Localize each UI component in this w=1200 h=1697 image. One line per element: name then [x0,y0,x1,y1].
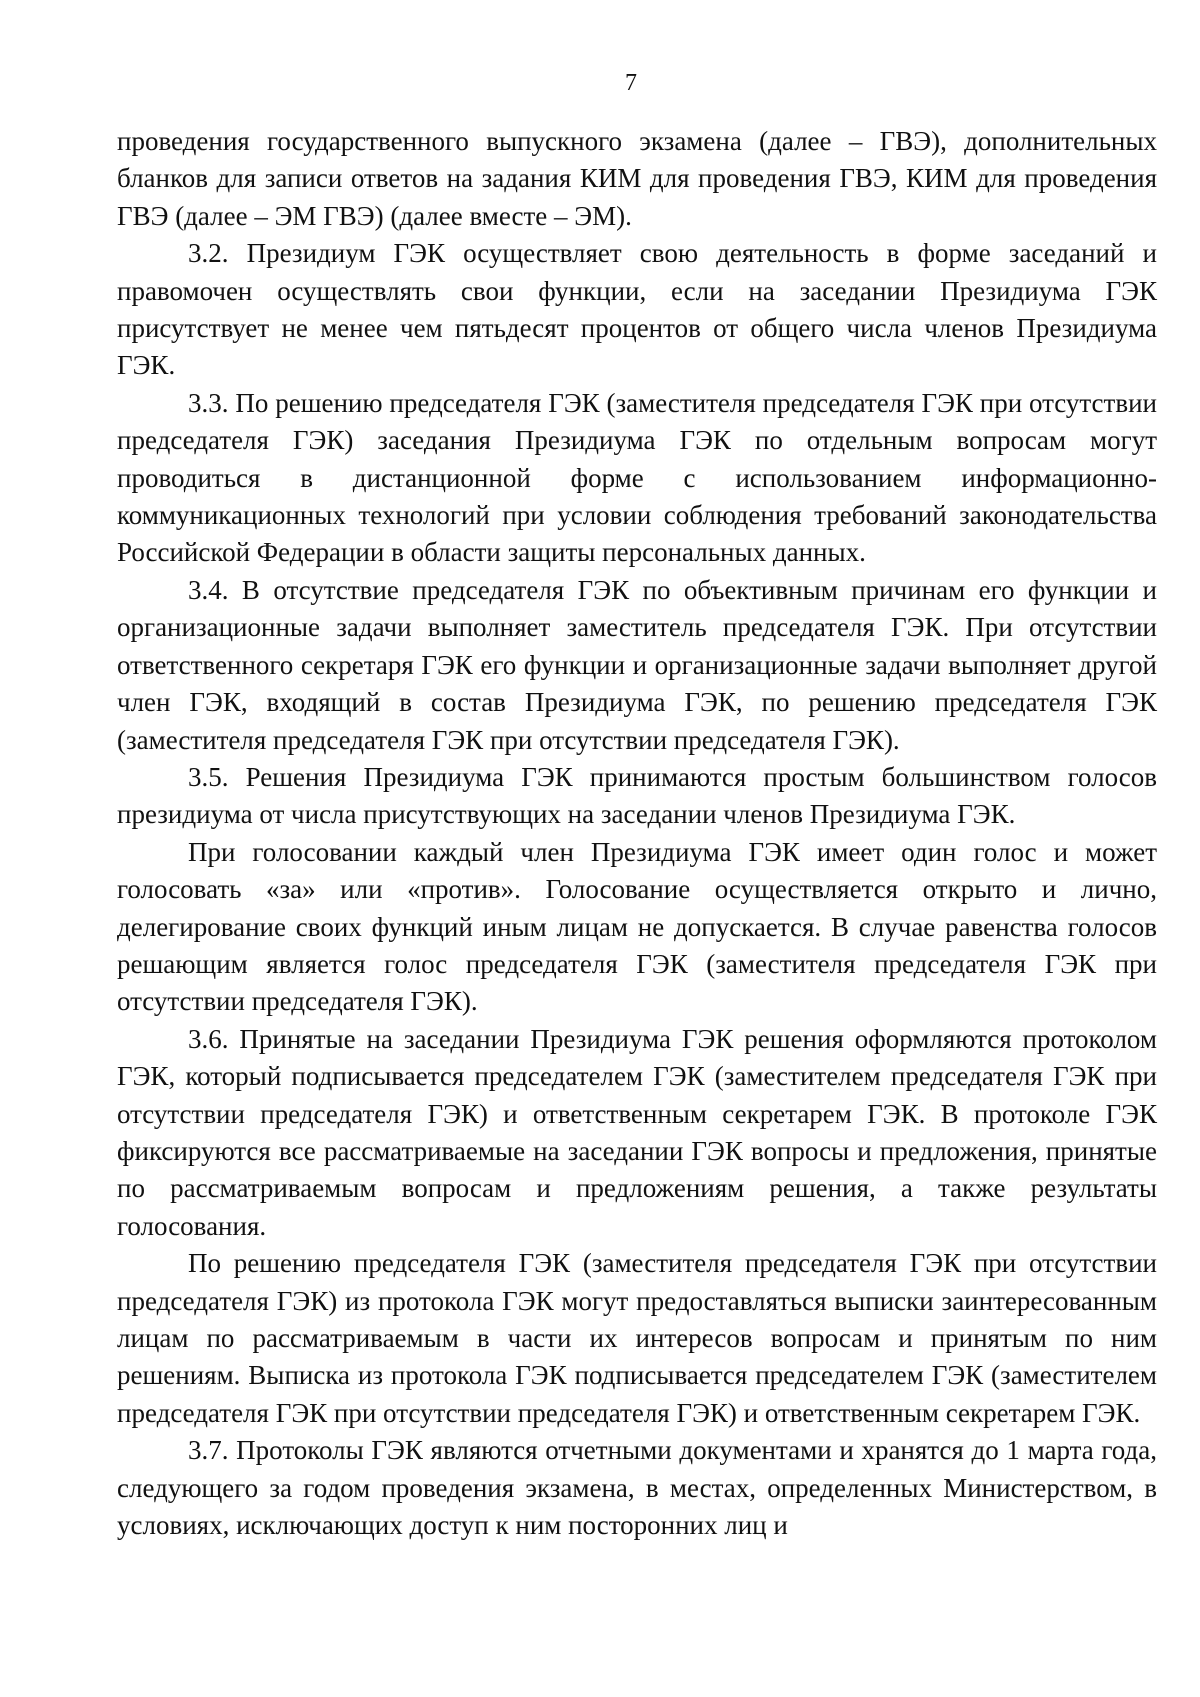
page-number: 7 [625,70,637,96]
paragraph-protocol-extracts: По решению председателя ГЭК (заместителя председателя ГЭК при отсутствии председателя ГЭК) из протокола ГЭК могут предоставляться выписки заинтересованным лицам по рассматриваемым в части их интересов вопросам и принятым по ним решениям. Выписка из протокола ГЭК подписывается председателем ГЭК (заместителем председателя ГЭК при отсутствии председателя ГЭК) и ответственным секретарем ГЭК. [117,1248,1157,1428]
paragraph-3-3: 3.3. По решению председателя ГЭК (заместителя председателя ГЭК при отсутствии председателя ГЭК) заседания Президиума ГЭК по отдельным вопросам могут проводиться в дистанционной форме с использованием информационно-коммуникационных технологий при условии соблюдения требований законодательства Российской Федерации в области защиты персональных данных. [117,387,1157,568]
paragraph-3-2: 3.2. Президиум ГЭК осуществляет свою деятельность в форме заседаний и правомочен осуществлять свои функции, если на заседании Президиума ГЭК присутствует не менее чем пятьдесят процентов от общего числа членов Президиума ГЭК. [117,238,1157,381]
document-body [117,123,1157,1544]
paragraph-3-5: 3.5. Решения Президиума ГЭК принимаются простым большинством голосов президиума от числа присутствующих на заседании членов Президиума ГЭК. [117,761,1157,830]
paragraph-3-4: 3.4. В отсутствие председателя ГЭК по объективным причинам его функции и организационные задачи выполняет заместитель председателя ГЭК. При отсутствии ответственного секретаря ГЭК его функции и организационные задачи выполняет другой член ГЭК, входящий в состав Президиума ГЭК, по решению председателя ГЭК (заместителя председателя ГЭК при отсутствии председателя ГЭК). [117,574,1157,755]
paragraph-3-7: 3.7. Протоколы ГЭК являются отчетными документами и хранятся до 1 марта года, следующего за годом проведения экзамена, в местах, определенных Министерством, в условиях, исключающих доступ к ним посторонних лиц и [117,1435,1157,1541]
paragraph-continuation-gve: проведения государственного выпускного экзамена (далее – ГВЭ), дополнительных бланков для записи ответов на задания КИМ для проведения ГВЭ, КИМ для проведения ГВЭ (далее – ЭМ ГВЭ) (далее вместе – ЭМ). [117,126,1157,231]
paragraph-voting: При голосовании каждый член Президиума ГЭК имеет один голос и может голосовать «за» или «против». Голосование осуществляется открыто и лично, делегирование своих функций иным лицам не допускается. В случае равенства голосов решающим является голос председателя ГЭК (заместителя председателя ГЭК при отсутствии председателя ГЭК). [117,836,1157,1017]
paragraph-3-6: 3.6. Принятые на заседании Президиума ГЭК решения оформляются протоколом ГЭК, который подписывается председателем ГЭК (заместителем председателя ГЭК при отсутствии председателя ГЭК) и ответственным секретарем ГЭК. В протоколе ГЭК фиксируются все рассматриваемые на заседании ГЭК вопросы и предложения, принятые по рассматриваемым вопросам и предложениям решения, а также результаты голосования. [117,1023,1157,1241]
